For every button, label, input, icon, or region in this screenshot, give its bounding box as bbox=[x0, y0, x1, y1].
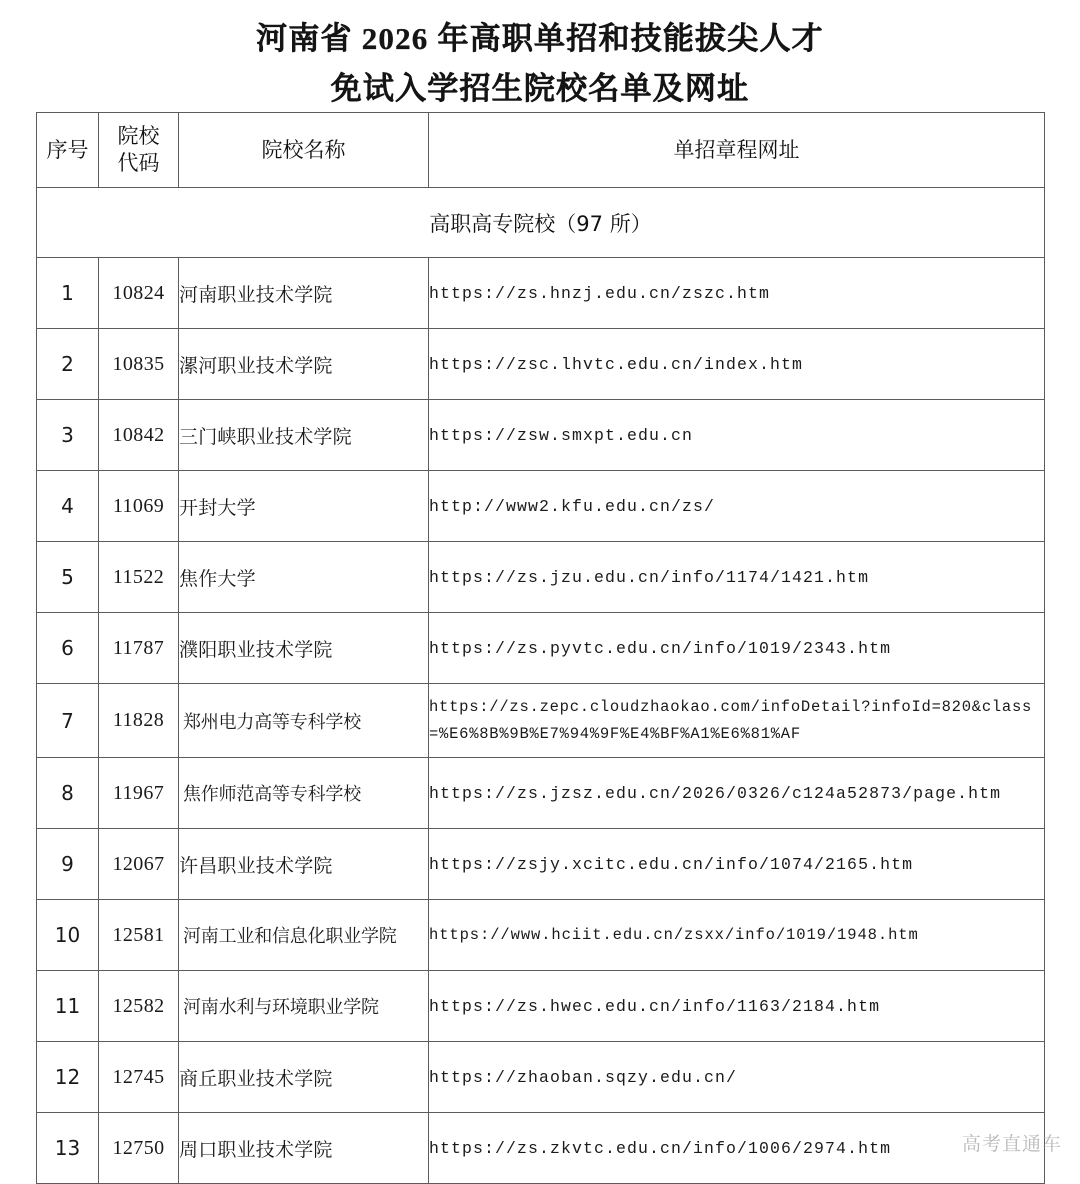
cell-school-name: 焦作大学 bbox=[179, 542, 429, 613]
column-header-url: 单招章程网址 bbox=[429, 113, 1045, 188]
cell-school-name: 濮阳职业技术学院 bbox=[179, 613, 429, 684]
cell-school-name: 河南职业技术学院 bbox=[179, 258, 429, 329]
cell-url[interactable]: https://zs.hnzj.edu.cn/zszc.htm bbox=[429, 258, 1045, 329]
cell-school-name: 商丘职业技术学院 bbox=[179, 1042, 429, 1113]
cell-url[interactable]: https://zs.jzsz.edu.cn/2026/0326/c124a52873/page.htm bbox=[429, 758, 1045, 829]
cell-url[interactable]: https://zs.hwec.edu.cn/info/1163/2184.htm bbox=[429, 971, 1045, 1042]
cell-code: 11828 bbox=[99, 684, 179, 758]
watermark: 高考直通车 bbox=[961, 1133, 1062, 1155]
cell-index: 10 bbox=[37, 900, 99, 971]
cell-index: 9 bbox=[37, 829, 99, 900]
cell-code: 11787 bbox=[99, 613, 179, 684]
cell-school-name: 周口职业技术学院 bbox=[179, 1113, 429, 1184]
cell-url[interactable]: https://zs.zepc.cloudzhaokao.com/infoDetail?infoId=820&class=%E6%8B%9B%E7%94%9F%E4%BF%A1%E6%81%AF bbox=[429, 684, 1045, 758]
cell-index: 4 bbox=[37, 471, 99, 542]
table-row bbox=[37, 542, 1045, 613]
table-row bbox=[37, 971, 1045, 1042]
cell-url[interactable]: http://www2.kfu.edu.cn/zs/ bbox=[429, 471, 1045, 542]
column-header-name: 院校名称 bbox=[179, 113, 429, 188]
cell-school-name: 郑州电力高等专科学校 bbox=[179, 684, 429, 758]
cell-index: 1 bbox=[37, 258, 99, 329]
cell-index: 3 bbox=[37, 400, 99, 471]
table-row bbox=[37, 1042, 1045, 1113]
cell-code: 11522 bbox=[99, 542, 179, 613]
table-row bbox=[37, 758, 1045, 829]
page-title-line-2: 免试入学招生院校名单及网址 bbox=[330, 71, 750, 106]
cell-code: 10842 bbox=[99, 400, 179, 471]
page-title-line-1: 河南省 2026 年高职单招和技能拔尖人才 bbox=[256, 21, 824, 56]
cell-school-name: 开封大学 bbox=[179, 471, 429, 542]
cell-url[interactable]: https://zs.jzu.edu.cn/info/1174/1421.htm bbox=[429, 542, 1045, 613]
cell-url[interactable]: https://www.hciit.edu.cn/zsxx/info/1019/1948.htm bbox=[429, 900, 1045, 971]
cell-code: 11967 bbox=[99, 758, 179, 829]
cell-code: 11069 bbox=[99, 471, 179, 542]
cell-school-name: 许昌职业技术学院 bbox=[179, 829, 429, 900]
table-group-label: 高职高专院校（97 所） bbox=[37, 188, 1045, 258]
cell-index: 6 bbox=[37, 613, 99, 684]
table-row bbox=[37, 258, 1045, 329]
cell-school-name: 河南水利与环境职业学院 bbox=[179, 971, 429, 1042]
table-row bbox=[37, 613, 1045, 684]
cell-index: 11 bbox=[37, 971, 99, 1042]
cell-school-name: 焦作师范高等专科学校 bbox=[179, 758, 429, 829]
table-row bbox=[37, 900, 1045, 971]
cell-url[interactable]: https://zsw.smxpt.edu.cn bbox=[429, 400, 1045, 471]
table-row bbox=[37, 829, 1045, 900]
column-header-index: 序号 bbox=[37, 113, 99, 188]
column-header-code-line-1: 院校 bbox=[117, 124, 160, 148]
cell-index: 5 bbox=[37, 542, 99, 613]
cell-code: 10824 bbox=[99, 258, 179, 329]
cell-index: 7 bbox=[37, 684, 99, 758]
cell-code: 12581 bbox=[99, 900, 179, 971]
school-list-table bbox=[36, 112, 1045, 1184]
cell-index: 12 bbox=[37, 1042, 99, 1113]
cell-url[interactable]: https://zsjy.xcitc.edu.cn/info/1074/2165.htm bbox=[429, 829, 1045, 900]
school-list-table-wrapper bbox=[36, 112, 1044, 1184]
cell-code: 12750 bbox=[99, 1113, 179, 1184]
cell-code: 12745 bbox=[99, 1042, 179, 1113]
table-row bbox=[37, 329, 1045, 400]
cell-code: 12067 bbox=[99, 829, 179, 900]
column-header-code bbox=[99, 113, 179, 188]
cell-index: 2 bbox=[37, 329, 99, 400]
table-row bbox=[37, 1113, 1045, 1184]
cell-index: 8 bbox=[37, 758, 99, 829]
cell-url[interactable]: https://zs.zkvtc.edu.cn/info/1006/2974.htm bbox=[429, 1113, 1045, 1184]
page-title bbox=[0, 0, 1080, 114]
cell-index: 13 bbox=[37, 1113, 99, 1184]
table-row bbox=[37, 471, 1045, 542]
table-body bbox=[37, 188, 1045, 1184]
cell-url[interactable]: https://zs.pyvtc.edu.cn/info/1019/2343.htm bbox=[429, 613, 1045, 684]
table-row bbox=[37, 400, 1045, 471]
cell-code: 12582 bbox=[99, 971, 179, 1042]
table-row bbox=[37, 684, 1045, 758]
table-header-row bbox=[37, 113, 1045, 188]
cell-url[interactable]: https://zhaoban.sqzy.edu.cn/ bbox=[429, 1042, 1045, 1113]
cell-school-name: 漯河职业技术学院 bbox=[179, 329, 429, 400]
table-group-row bbox=[37, 188, 1045, 258]
cell-school-name: 三门峡职业技术学院 bbox=[179, 400, 429, 471]
cell-school-name: 河南工业和信息化职业学院 bbox=[179, 900, 429, 971]
column-header-code-line-2: 代码 bbox=[117, 151, 160, 175]
cell-code: 10835 bbox=[99, 329, 179, 400]
cell-url[interactable]: https://zsc.lhvtc.edu.cn/index.htm bbox=[429, 329, 1045, 400]
